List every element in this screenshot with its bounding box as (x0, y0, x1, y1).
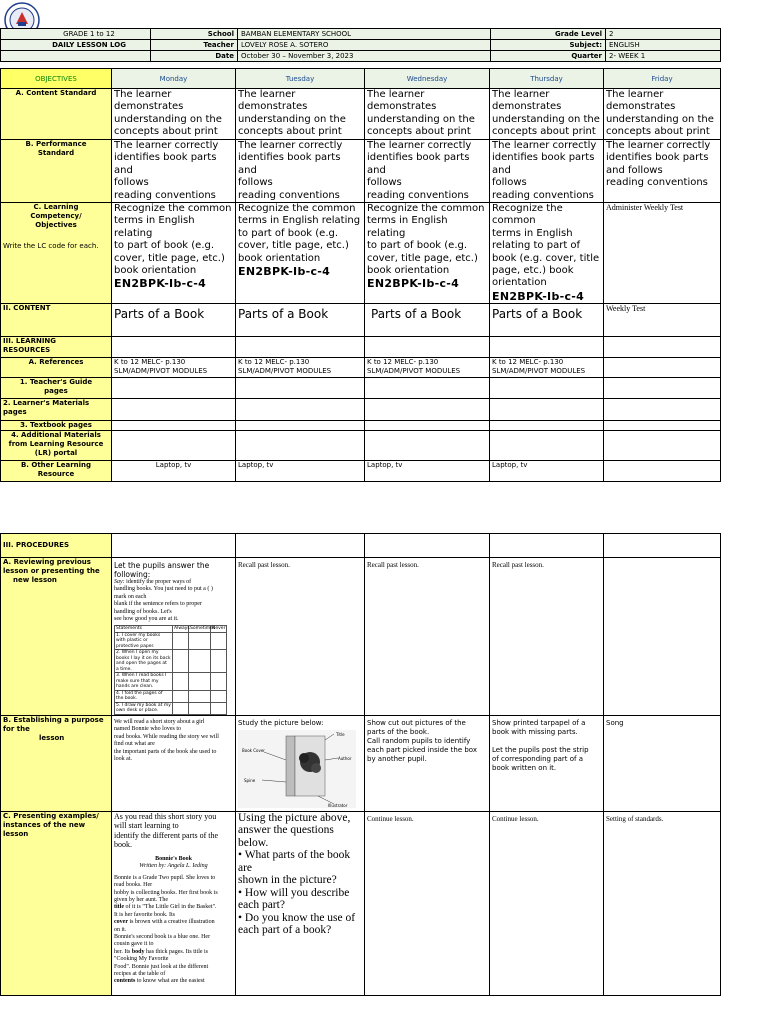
other-learning-resource-label: B. Other Learning Resource (1, 460, 112, 481)
tg-tue (236, 377, 365, 398)
competency-fri: Administer Weekly Test (604, 203, 721, 304)
content-standard-wed: The learner demonstrates understanding on the concepts about print (365, 89, 490, 140)
learners-materials-label: 2. Learner's Materials pages (1, 398, 112, 420)
content-standard-tue: The learner demonstrates understanding on the concepts about print (236, 89, 365, 140)
tb-tue (236, 420, 365, 430)
lm-mon (112, 398, 236, 420)
title-blank (1, 51, 151, 62)
day-friday: Friday (604, 69, 721, 89)
presenting-thu: Continue lesson. (490, 811, 604, 995)
content-mon: Parts of a Book (112, 303, 236, 336)
day-monday: Monday (112, 69, 236, 89)
reviewing-fri (604, 558, 721, 716)
content-standard-thu: The learner demonstrates understanding on the concepts about print (490, 89, 604, 140)
establishing-purpose-label: B. Establishing a purpose for the lesson (1, 715, 112, 811)
am-thu (490, 430, 604, 460)
teachers-guide-label: 1. Teacher's Guide pages (1, 377, 112, 398)
references-tue: K to 12 MELC- p.130 SLM/ADM/PIVOT MODULES (236, 357, 365, 377)
tb-thu (490, 420, 604, 430)
purpose-tue: Study the picture below: Book Cover Spine Title Author Illustrator (236, 715, 365, 811)
lm-wed (365, 398, 490, 420)
book-parts-picture (238, 730, 356, 808)
procedures-label: III. PROCEDURES (1, 534, 112, 558)
other-fri (604, 460, 721, 481)
school-label: School (151, 29, 238, 40)
pic-label-spine: Spine (244, 777, 256, 783)
content-fri: Weekly Test (604, 303, 721, 336)
proc-wed (365, 534, 490, 558)
other-wed: Laptop, tv (365, 460, 490, 481)
lc-code: EN2BPK-Ib-c-4 (367, 277, 460, 291)
additional-materials-label: 4. Additional Materials from Learning Resource (LR) portal (1, 430, 112, 460)
resources-wed (365, 336, 490, 357)
resources-tue (236, 336, 365, 357)
reviewing-tue: Recall past lesson. (236, 558, 365, 716)
lm-thu (490, 398, 604, 420)
purpose-thu: Show printed tarpapel of a book with missing parts. Let the pupils post the strip of corresponding part of a book written on it. (490, 715, 604, 811)
lc-code-note: Write the LC code for each. (3, 242, 99, 251)
am-tue (236, 430, 365, 460)
resources-fri (604, 336, 721, 357)
performance-standard-label: B. Performance Standard (1, 140, 112, 203)
reviewing-thu: Recall past lesson. (490, 558, 604, 716)
reviewing-mon: Let the pupils answer the following: Say: identify the proper ways of handling books. You just need to put a ( ) mark on each blank if the sentence refers to proper handling of books. Let's see how good you are at it. Statements Always Sometimes Never 1. I cover my books with plastic or protective paper. 2. When I open my books I lay it on its back and open the pages at a time. 3. When I read books I make sure that my hands are clean. 4. I fold the pages of the book. 5. I draw my book at my own desk or place. (112, 558, 236, 716)
story-body: Bonnie is a Grade Two pupil. She loves to read books. Her hobby is collecting books. Her first book is given by her aunt. The title of it is "The Little Girl in the Basket". It is her favorite book. Its cover is brown with a creative illustration on it. Bonnie's second book is a blue one. Her cousin gave it to her. Its body has thick pages. Its title is "Cooking My Favorite Food". Bonnie just look at the different recipes at the table of contents to know what are the easiest (114, 874, 218, 985)
school-value: BAMBAN ELEMENTARY SCHOOL (238, 29, 491, 40)
tg-fri (604, 377, 721, 398)
pic-label-author: Author (338, 755, 352, 761)
am-wed (365, 430, 490, 460)
content-label: II. CONTENT (1, 303, 112, 336)
presenting-tue: Using the picture above, answer the questions below. • What parts of the book are shown in the picture? • How will you describe each part? • Do you know the use of each part of a book? (236, 811, 365, 995)
purpose-mon: We will read a short story about a girl named Bonnie who loves to read books. While reading the story we will find out what are the important parts of the book she used to look at. (112, 715, 236, 811)
presenting-examples-label: C. Presenting examples/ instances of the new lesson (1, 811, 112, 995)
other-tue: Laptop, tv (236, 460, 365, 481)
procedures-table (0, 533, 721, 996)
am-fri (604, 430, 721, 460)
pic-label-title: Title (336, 731, 345, 737)
grade-value: 2 (606, 29, 721, 40)
pic-label-cover: Book Cover (242, 747, 265, 753)
day-thursday: Thursday (490, 69, 604, 89)
grade-label: Grade Level (491, 29, 606, 40)
presenting-mon: As you read this short story you will start learning to identify the different parts of the book. Bonnie's Book Written by: Angela L. Ieding Bonnie is a Grade Two pupil. She loves to read books. Her hobby is collecting books. Her first book is given by her aunt. The title of it is "The Little Girl in the Basket". It is her favorite book. Its cover is brown with a creative illustration on it. Bonnie's second book is a blue one. Her cousin gave it to her. Its body has thick pages. Its title is "Cooking My Favorite Food". Bonnie just look at the different recipes at the table of contents to know what are the easiest (112, 811, 236, 995)
reviewing-label: A. Reviewing previous lesson or presenting the new lesson (1, 558, 112, 716)
content-tue: Parts of a Book (236, 303, 365, 336)
header-table (0, 28, 721, 62)
content-standard-label: A. Content Standard (1, 89, 112, 140)
day-tuesday: Tuesday (236, 69, 365, 89)
tg-thu (490, 377, 604, 398)
story-title: Bonnie's Book (155, 855, 192, 862)
title-line2: DAILY LESSON LOG (1, 40, 151, 51)
competency-mon: Recognize the common terms in English relating to part of book (e.g. cover, title page, etc.) book orientation EN2BPK-Ib-c-4 (112, 203, 236, 304)
performance-standard-fri: The learner correctly identifies book parts and follows reading conventions (604, 140, 721, 203)
date-label: Date (151, 51, 238, 62)
resources-thu (490, 336, 604, 357)
pic-label-illustrator: Illustrator (328, 802, 348, 808)
references-thu: K to 12 MELC- p.130 SLM/ADM/PIVOT MODULES (490, 357, 604, 377)
learning-competency-label: C. Learning Competency/ Objectives Write the LC code for each. (1, 203, 112, 304)
references-mon: K to 12 MELC- p.130 SLM/ADM/PIVOT MODULES (112, 357, 236, 377)
proc-thu (490, 534, 604, 558)
competency-thu: Recognize the common terms in English relating to part of book (e.g. cover, title page, etc.) book orientation EN2BPK-Ib-c-4 (490, 203, 604, 304)
lc-code: EN2BPK-Ib-c-4 (492, 289, 585, 303)
learning-resources-label: III. LEARNING RESOURCES (1, 336, 112, 357)
performance-standard-wed: The learner correctly identifies book parts and follows reading conventions (365, 140, 490, 203)
competency-tue: Recognize the common terms in English relating to part of book (e.g. cover, title page, etc.) book orientation EN2BPK-Ib-c-4 (236, 203, 365, 304)
proc-mon (112, 534, 236, 558)
tg-mon (112, 377, 236, 398)
lesson-log-table (0, 68, 721, 482)
purpose-wed: Show cut out pictures of the parts of the book. Call random pupils to identify each part picked inside the box by another pupil. (365, 715, 490, 811)
am-mon (112, 430, 236, 460)
lm-tue (236, 398, 365, 420)
subject-value: ENGLISH (606, 40, 721, 51)
teacher-value: LOVELY ROSE A. SOTERO (238, 40, 491, 51)
purpose-fri: Song (604, 715, 721, 811)
performance-standard-thu: The learner correctly identifies book parts and follows reading conventions (490, 140, 604, 203)
other-mon: Laptop, tv (112, 460, 236, 481)
references-wed: K to 12 MELC- p.130 SLM/ADM/PIVOT MODULES (365, 357, 490, 377)
title-line1: GRADE 1 to 12 (1, 29, 151, 40)
competency-wed: Recognize the common terms in English relating to part of book (e.g. cover, title page, etc.) book orientation EN2BPK-Ib-c-4 (365, 203, 490, 304)
resources-mon (112, 336, 236, 357)
references-fri (604, 357, 721, 377)
performance-standard-mon: The learner correctly identifies book parts and follows reading conventions (112, 140, 236, 203)
tb-fri (604, 420, 721, 430)
story-author: Written by: Angela L. Ieding (139, 863, 208, 870)
tg-wed (365, 377, 490, 398)
proc-fri (604, 534, 721, 558)
proc-tue (236, 534, 365, 558)
date-value: October 30 – November 3, 2023 (238, 51, 491, 62)
tb-mon (112, 420, 236, 430)
lc-code: EN2BPK-Ib-c-4 (238, 265, 331, 279)
lc-code: EN2BPK-Ib-c-4 (114, 277, 207, 291)
tb-wed (365, 420, 490, 430)
presenting-wed: Continue lesson. (365, 811, 490, 995)
handling-books-checklist: Statements Always Sometimes Never 1. I cover my books with plastic or protective paper. 2. When I open my books I lay it on its back and open the pages at a time. 3. When I read books I make sure that my hands are clean. 4. I fold the pages of the book. 5. I draw my book at my own desk or place. (116, 626, 226, 714)
content-standard-mon: The learner demonstrates understanding on the concepts about print (112, 89, 236, 140)
reviewing-wed: Recall past lesson. (365, 558, 490, 716)
content-thu: Parts of a Book (490, 303, 604, 336)
performance-standard-tue: The learner correctly identifies book parts and follows reading conventions (236, 140, 365, 203)
day-wednesday: Wednesday (365, 69, 490, 89)
lm-fri (604, 398, 721, 420)
presenting-fri: Setting of standards. (604, 811, 721, 995)
content-standard-fri: The learner demonstrates understanding on the concepts about print (604, 89, 721, 140)
textbook-pages-label: 3. Textbook pages (1, 420, 112, 430)
quarter-label: Quarter (491, 51, 606, 62)
teacher-label: Teacher (151, 40, 238, 51)
references-label: A. References (1, 357, 112, 377)
other-thu: Laptop, tv (490, 460, 604, 481)
subject-label: Subject: (491, 40, 606, 51)
objectives-heading: OBJECTIVES (1, 69, 112, 89)
quarter-value: 2- WEEK 1 (606, 51, 721, 62)
content-wed: Parts of a Book (365, 303, 490, 336)
